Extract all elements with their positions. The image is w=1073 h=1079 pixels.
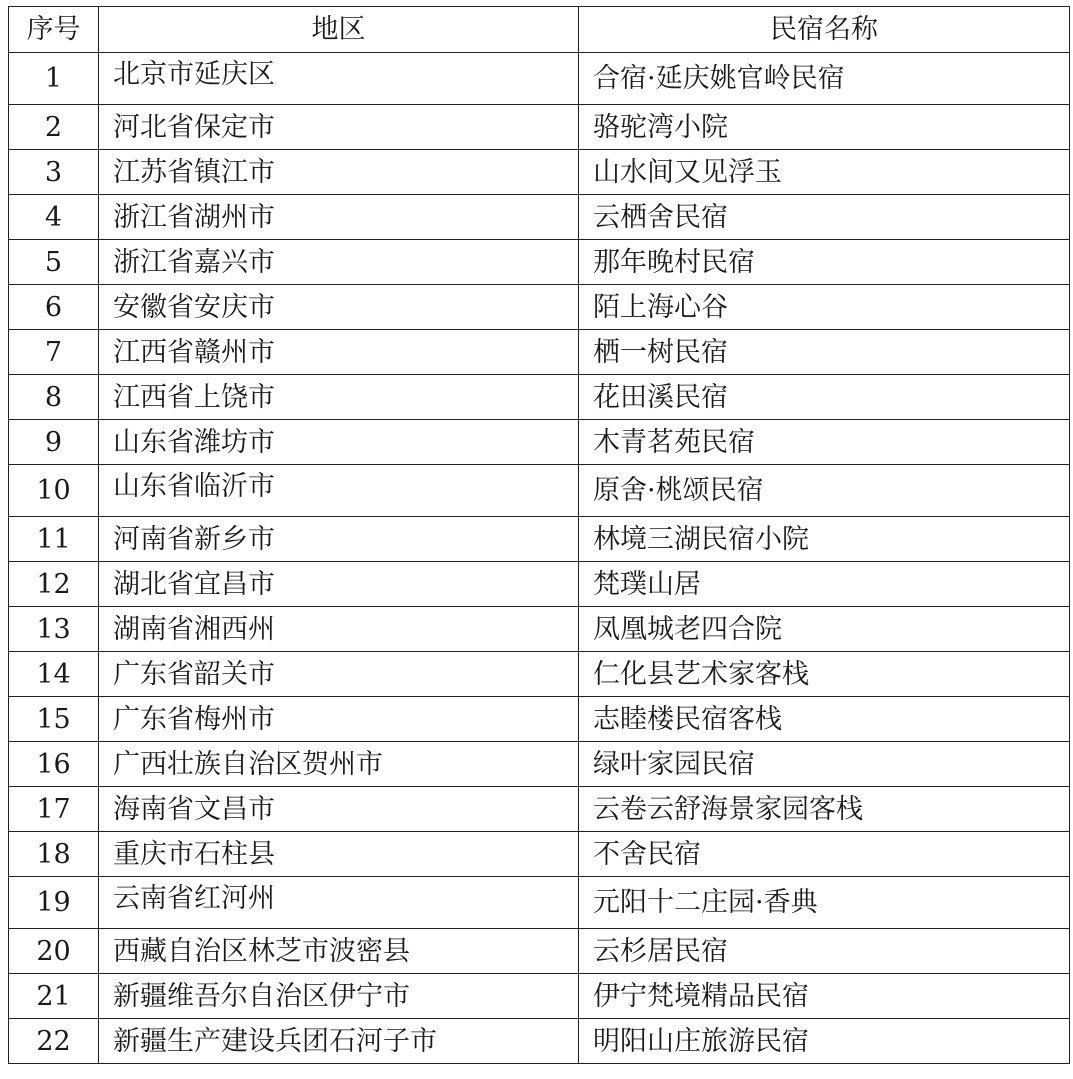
table-row [9, 330, 1070, 375]
table-row [9, 562, 1070, 607]
cell-index: 9 [9, 420, 99, 465]
cell-homestay-name: 云杉居民宿 [579, 929, 1070, 974]
cell-region: 江西省赣州市 [99, 330, 579, 375]
cell-index: 4 [9, 195, 99, 240]
cell-region: 山东省潍坊市 [99, 420, 579, 465]
cell-index: 22 [9, 1019, 99, 1064]
cell-index: 16 [9, 742, 99, 787]
cell-homestay-name: 明阳山庄旅游民宿 [579, 1019, 1070, 1064]
cell-index: 2 [9, 105, 99, 150]
cell-homestay-name: 元阳十二庄园·香典 [579, 877, 1070, 929]
table-row [9, 105, 1070, 150]
table-row [9, 465, 1070, 517]
table-row [9, 285, 1070, 330]
cell-index: 17 [9, 787, 99, 832]
cell-index: 19 [9, 877, 99, 929]
cell-region: 云南省红河州 [99, 877, 579, 929]
cell-region: 重庆市石柱县 [99, 832, 579, 877]
table-row [9, 697, 1070, 742]
cell-region: 广东省梅州市 [99, 697, 579, 742]
cell-homestay-name: 云卷云舒海景家园客栈 [579, 787, 1070, 832]
cell-index: 6 [9, 285, 99, 330]
header-region: 地区 [99, 7, 579, 53]
cell-region: 安徽省安庆市 [99, 285, 579, 330]
cell-index: 10 [9, 465, 99, 517]
cell-homestay-name: 栖一树民宿 [579, 330, 1070, 375]
cell-region: 新疆生产建设兵团石河子市 [99, 1019, 579, 1064]
table-row [9, 877, 1070, 929]
cell-index: 21 [9, 974, 99, 1019]
cell-index: 18 [9, 832, 99, 877]
cell-homestay-name: 骆驼湾小院 [579, 105, 1070, 150]
table-row [9, 150, 1070, 195]
cell-region: 新疆维吾尔自治区伊宁市 [99, 974, 579, 1019]
cell-index: 1 [9, 53, 99, 105]
cell-index: 3 [9, 150, 99, 195]
cell-region: 河南省新乡市 [99, 517, 579, 562]
cell-region: 江西省上饶市 [99, 375, 579, 420]
cell-region: 河北省保定市 [99, 105, 579, 150]
table-row [9, 517, 1070, 562]
cell-index: 20 [9, 929, 99, 974]
cell-homestay-name: 绿叶家园民宿 [579, 742, 1070, 787]
table-row [9, 607, 1070, 652]
table-row [9, 742, 1070, 787]
cell-region: 北京市延庆区 [99, 53, 579, 105]
cell-homestay-name: 凤凰城老四合院 [579, 607, 1070, 652]
table-row [9, 1019, 1070, 1064]
cell-region: 广西壮族自治区贺州市 [99, 742, 579, 787]
cell-homestay-name: 林境三湖民宿小院 [579, 517, 1070, 562]
header-index: 序号 [9, 7, 99, 53]
cell-homestay-name: 花田溪民宿 [579, 375, 1070, 420]
cell-homestay-name: 那年晚村民宿 [579, 240, 1070, 285]
table-row [9, 195, 1070, 240]
cell-region: 西藏自治区林芝市波密县 [99, 929, 579, 974]
cell-region: 浙江省湖州市 [99, 195, 579, 240]
table-header [9, 7, 1070, 53]
table-row [9, 929, 1070, 974]
cell-homestay-name: 志睦楼民宿客栈 [579, 697, 1070, 742]
cell-index: 7 [9, 330, 99, 375]
table-row [9, 240, 1070, 285]
cell-index: 14 [9, 652, 99, 697]
cell-region: 湖北省宜昌市 [99, 562, 579, 607]
table-row [9, 53, 1070, 105]
cell-region: 海南省文昌市 [99, 787, 579, 832]
cell-index: 12 [9, 562, 99, 607]
cell-index: 15 [9, 697, 99, 742]
table-body [9, 53, 1070, 1064]
table-row [9, 787, 1070, 832]
cell-homestay-name: 陌上海心谷 [579, 285, 1070, 330]
cell-index: 11 [9, 517, 99, 562]
table-row [9, 375, 1070, 420]
cell-homestay-name: 原舍·桃颂民宿 [579, 465, 1070, 517]
header-name: 民宿名称 [579, 7, 1070, 53]
cell-region: 广东省韶关市 [99, 652, 579, 697]
cell-index: 5 [9, 240, 99, 285]
cell-homestay-name: 山水间又见浮玉 [579, 150, 1070, 195]
table-row [9, 652, 1070, 697]
header-row [9, 7, 1070, 53]
cell-region: 湖南省湘西州 [99, 607, 579, 652]
cell-homestay-name: 梵璞山居 [579, 562, 1070, 607]
cell-homestay-name: 伊宁梵境精品民宿 [579, 974, 1070, 1019]
cell-homestay-name: 合宿·延庆姚官岭民宿 [579, 53, 1070, 105]
cell-homestay-name: 不舍民宿 [579, 832, 1070, 877]
table-row [9, 974, 1070, 1019]
cell-homestay-name: 木青茗苑民宿 [579, 420, 1070, 465]
cell-homestay-name: 仁化县艺术家客栈 [579, 652, 1070, 697]
cell-index: 13 [9, 607, 99, 652]
homestay-table [8, 6, 1070, 1064]
cell-homestay-name: 云栖舍民宿 [579, 195, 1070, 240]
table-row [9, 832, 1070, 877]
cell-region: 浙江省嘉兴市 [99, 240, 579, 285]
cell-index: 8 [9, 375, 99, 420]
cell-region: 山东省临沂市 [99, 465, 579, 517]
cell-region: 江苏省镇江市 [99, 150, 579, 195]
table-row [9, 420, 1070, 465]
